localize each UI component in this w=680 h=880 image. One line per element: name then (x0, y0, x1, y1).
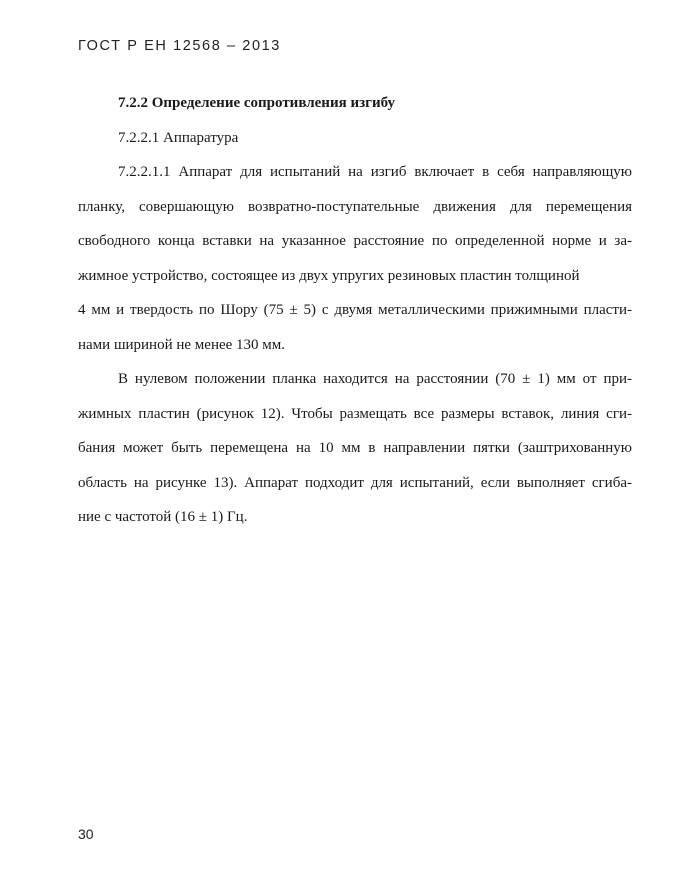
subsection-heading: 7.2.2.1 Аппаратура (118, 129, 239, 146)
paragraph-line: В нулевом положении планка находится на расстоянии (70 ± 1) мм от при- (118, 371, 632, 387)
paragraph-zero-position (78, 362, 632, 535)
paragraph-line: 7.2.2.1.1 Аппарат для испытаний на изгиб включает в себя направляющую (118, 164, 632, 180)
document-header (78, 38, 281, 54)
document-body (78, 86, 632, 535)
paragraph-line: ние с частотой (16 ± 1) Гц. (78, 509, 248, 525)
section-heading: 7.2.2 Определение сопротивления изгибу (118, 95, 396, 111)
paragraph-line: бания может быть перемещена на 10 мм в направлении пятки (заштрихованную (78, 440, 632, 456)
paragraph-line: нами шириной не менее 130 мм. (78, 336, 286, 353)
page-number: 30 (78, 826, 94, 842)
paragraph-line: область на рисунке 13). Аппарат подходит для испытаний, если выполняет сгиба- (78, 474, 632, 491)
paragraph-apparatus (78, 155, 632, 362)
paragraph-line: жимное устройство, состоящее из двух упругих резиновых пластин толщиной (78, 267, 580, 284)
document-code: ГОСТ Р ЕН 12568 – 2013 (78, 38, 281, 54)
paragraph-line: 4 мм и твердость по Шору (75 ± 5) с двумя металлическими прижимными пласти- (78, 302, 632, 318)
paragraph-line: планку, совершающую возвратно-поступательные движения для перемещения (78, 198, 632, 215)
paragraph-line: свободного конца вставки на указанное расстояние по определенной норме и за- (78, 233, 632, 249)
paragraph-line: жимных пластин (рисунок 12). Чтобы размещать все размеры вставок, линия сги- (78, 405, 632, 422)
